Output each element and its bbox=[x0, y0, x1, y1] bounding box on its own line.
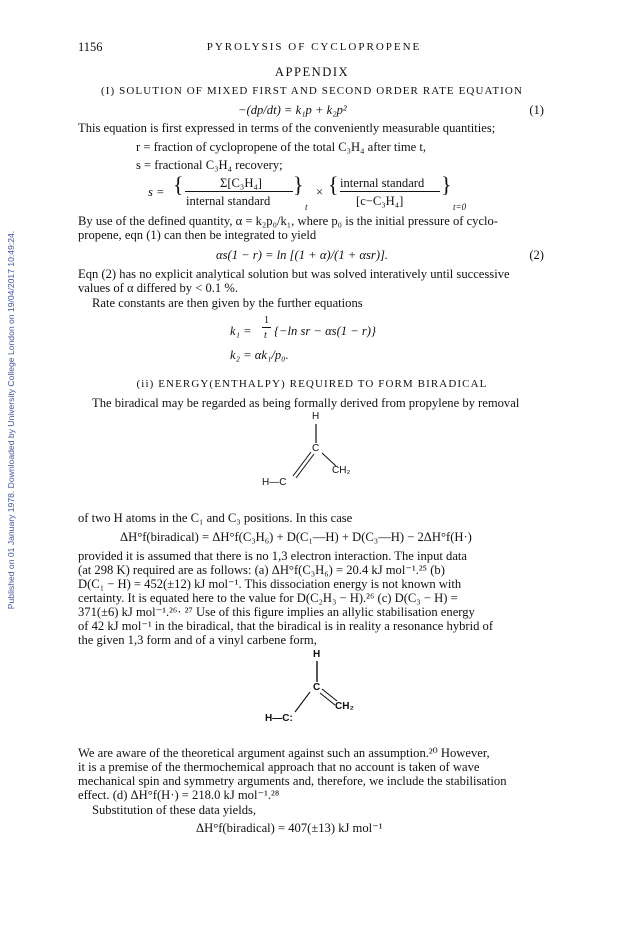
k1-fraction-numerator: 1 bbox=[264, 315, 269, 326]
paragraph-7-line-5: 371(±6) kJ mol⁻¹.²⁶· ²⁷ Use of this figure implies an allylic stabilisation energy bbox=[78, 605, 475, 619]
right-brace-1: } bbox=[293, 172, 304, 197]
paragraph-7-line-1: provided it is assumed that there is no 1,3 electron interaction. The input data bbox=[78, 549, 468, 563]
fraction-1-bar bbox=[185, 191, 293, 192]
left-ch-group: H—C bbox=[262, 477, 287, 488]
paragraph-2-line-2: propene, eqn (1) can then be integrated to yield bbox=[78, 228, 317, 242]
paragraph-7-line-3: D(C₁ − H) = 452(±12) kJ mol⁻¹. This dissociation energy is not known with bbox=[78, 577, 462, 591]
central-carbon: C bbox=[312, 443, 320, 454]
k1-fraction-bar bbox=[262, 327, 271, 328]
s-formula-lhs: s = bbox=[148, 185, 165, 199]
paragraph-9: Substitution of these data yields, bbox=[92, 803, 257, 817]
equation-2-number: (2) bbox=[529, 248, 544, 262]
paragraph-8-line-4: effect. (d) ΔH°f(H·) = 218.0 kJ mol⁻¹.²⁸ bbox=[78, 788, 280, 802]
right-ch2-group: CH₂ bbox=[335, 701, 354, 712]
right-brace-2: } bbox=[441, 172, 452, 197]
top-hydrogen: H bbox=[312, 411, 320, 422]
k1-rhs: {−ln sr − αs(1 − r)} bbox=[274, 324, 377, 338]
paragraph-6: of two H atoms in the C₁ and C₃ positions. In this case bbox=[78, 511, 353, 525]
subscript-t0: t=0 bbox=[453, 202, 467, 212]
download-watermark bbox=[4, 140, 18, 700]
k1-lhs: k₁ = bbox=[230, 324, 252, 338]
equation-2: αs(1 − r) = ln [(1 + α)/(1 + αsr)]. bbox=[216, 248, 389, 262]
paragraph-2-line-1: By use of the defined quantity, α = k₂p₀/k₁, where p₀ is the initial pressure of cyclo- bbox=[78, 214, 499, 228]
appendix-title: APPENDIX bbox=[274, 65, 350, 79]
left-carbene-group: H—C: bbox=[265, 713, 293, 724]
biradical-structure-1 bbox=[262, 410, 372, 500]
times-sign: × bbox=[316, 185, 324, 199]
final-result-equation: ΔH°f(biradical) = 407(±13) kJ mol⁻¹ bbox=[196, 821, 383, 835]
biradical-structure-2 bbox=[265, 648, 375, 736]
paragraph-5: The biradical may be regarded as being formally derived from propylene by removal bbox=[92, 396, 520, 410]
page-number: 1156 bbox=[78, 40, 103, 54]
definition-s: s = fractional C₃H₄ recovery; bbox=[136, 158, 283, 172]
download-notice: Published on 01 January 1978. Downloaded by University College London on 19/04/2017 10:49:24. bbox=[6, 230, 16, 610]
paragraph-8-line-3: mechanical spin and symmetry arguments and, therefore, we include the stabilisation bbox=[78, 774, 507, 788]
page-header bbox=[78, 40, 550, 56]
paragraph-8-line-1: We are aware of the theoretical argument against such an assumption.²⁰ However, bbox=[78, 746, 490, 760]
fraction-1-numerator: Σ[C₃H₄] bbox=[220, 176, 262, 190]
equation-1: −(dp/dt) = k₁p + k₂p² bbox=[238, 103, 347, 117]
equation-1-number: (1) bbox=[529, 103, 544, 117]
fraction-2-denominator: [c−C₃H₄] bbox=[356, 194, 404, 208]
fraction-1-denominator: internal standard bbox=[186, 194, 271, 208]
paragraph-8-line-2: it is a premise of the thermochemical approach that no account is taken of wave bbox=[78, 760, 480, 774]
paragraph-7-line-4: certainty. It is equated here to the value for D(C₂H₃ − H).²⁶ (c) D(C₃ − H) = bbox=[78, 591, 458, 605]
subscript-t: t bbox=[305, 202, 308, 212]
paragraph-1: This equation is first expressed in terms of the conveniently measurable quantities; bbox=[78, 121, 496, 135]
paragraph-3-line-1: Eqn (2) has no explicit analytical solution but was solved interatively until successive bbox=[78, 267, 510, 281]
biradical-enthalpy-equation: ΔH°f(biradical) = ΔH°f(C₃H₆) + D(C₁—H) + D(C₃—H) − 2ΔH°f(H·) bbox=[120, 530, 472, 544]
central-carbon: C bbox=[313, 682, 321, 693]
running-title: PYROLYSIS OF CYCLOPROPENE bbox=[206, 41, 422, 53]
paragraph-7-line-2: (at 298 K) required are as follows: (a) ΔH°f(C₃H₆) = 20.4 kJ mol⁻¹.²⁵ (b) bbox=[78, 563, 445, 577]
left-brace-1: { bbox=[173, 172, 184, 197]
definition-r: r = fraction of cyclopropene of the total C₃H₄ after time t, bbox=[136, 140, 427, 154]
fraction-2-bar bbox=[340, 191, 440, 192]
fraction-2-numerator: internal standard bbox=[340, 176, 425, 190]
top-hydrogen: H bbox=[313, 649, 321, 660]
section-2-title: (ii) ENERGY(ENTHALPY) REQUIRED TO FORM BIRADICAL bbox=[136, 378, 488, 390]
paragraph-7-line-6: of 42 kJ mol⁻¹ in the biradical, that the biradical is in reality a resonance hybrid of bbox=[78, 619, 494, 633]
paragraph-4: Rate constants are then given by the further equations bbox=[92, 296, 363, 310]
paragraph-3-line-2: values of α differed by < 0.1 %. bbox=[78, 281, 239, 295]
paragraph-7-line-7: the given 1,3 form and of a vinyl carbene form, bbox=[78, 633, 317, 647]
k2-equation: k₂ = αk₁/p₀. bbox=[230, 348, 289, 362]
right-ch2-group: CH₂ bbox=[332, 465, 351, 476]
section-1-title: (I) SOLUTION OF MIXED FIRST AND SECOND ORDER RATE EQUATION bbox=[100, 85, 523, 97]
k1-fraction-denominator: t bbox=[264, 330, 267, 341]
left-brace-2: { bbox=[328, 172, 339, 197]
